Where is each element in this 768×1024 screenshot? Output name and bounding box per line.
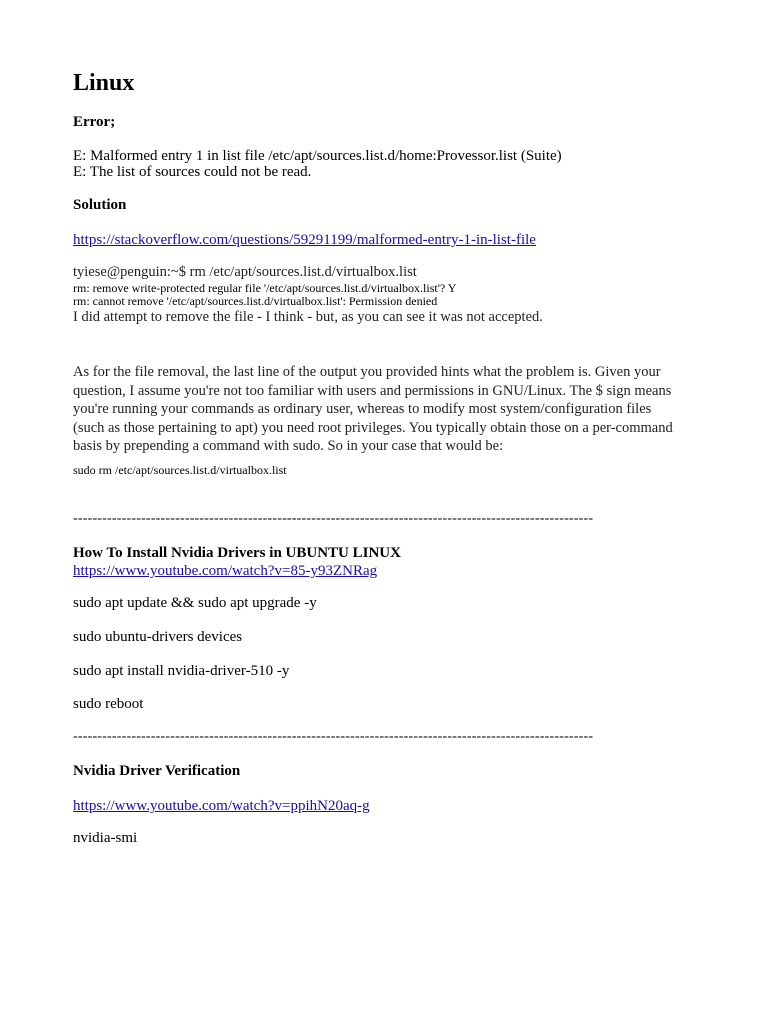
nvidia-heading: How To Install Nvidia Drivers in UBUNTU LINUX bbox=[73, 545, 401, 561]
answer-line: As for the file removal, the last line of the output you provided hints what the problem is. Given your bbox=[73, 364, 661, 380]
nvidia-command-4: sudo reboot bbox=[73, 696, 144, 712]
separator-2: ----------------------------------------------------------------------------------------------------------- bbox=[73, 729, 594, 744]
error-line-1: E: Malformed entry 1 in list file /etc/apt/sources.list.d/home:Provessor.list (Suite) bbox=[73, 148, 562, 164]
terminal-prompt-line: tyiese@penguin:~$ rm /etc/apt/sources.list.d/virtualbox.list bbox=[73, 264, 417, 280]
verify-youtube-link[interactable]: https://www.youtube.com/watch?v=ppihN20aq-g bbox=[73, 798, 370, 814]
verify-heading: Nvidia Driver Verification bbox=[73, 763, 241, 779]
page-title: Linux bbox=[73, 70, 135, 96]
error-heading: Error; bbox=[73, 114, 116, 130]
answer-paragraph bbox=[73, 363, 693, 456]
terminal-note: I did attempt to remove the file - I think - but, as you can see it was not accepted. bbox=[73, 309, 543, 325]
answer-line: basis by prepending a command with sudo. So in your case that would be: bbox=[73, 438, 504, 454]
nvidia-command-2: sudo ubuntu-drivers devices bbox=[73, 629, 243, 645]
answer-command: sudo rm /etc/apt/sources.list.d/virtualbox.list bbox=[73, 463, 287, 477]
answer-line: you're running your commands as ordinary user, whereas to modify most system/configuration files bbox=[73, 401, 652, 417]
answer-line: question, I assume you're not too familiar with users and permissions in GNU/Linux. The $ sign means bbox=[73, 382, 672, 399]
separator-1: ----------------------------------------------------------------------------------------------------------- bbox=[73, 511, 594, 526]
nvidia-command-1: sudo apt update && sudo apt upgrade -y bbox=[73, 595, 317, 611]
nvidia-command-3: sudo apt install nvidia-driver-510 -y bbox=[73, 663, 290, 679]
stackoverflow-link[interactable]: https://stackoverflow.com/questions/59291199/malformed-entry-1-in-list-file bbox=[73, 232, 536, 248]
verify-command: nvidia-smi bbox=[73, 830, 138, 846]
nvidia-youtube-link[interactable]: https://www.youtube.com/watch?v=85-y93ZNRag bbox=[73, 563, 378, 579]
terminal-output-2: rm: cannot remove '/etc/apt/sources.list.d/virtualbox.list': Permission denied bbox=[73, 294, 438, 308]
error-line-2: E: The list of sources could not be read. bbox=[73, 164, 312, 180]
answer-line: (such as those pertaining to apt) you need root privileges. You typically obtain those on a per-command bbox=[73, 419, 673, 436]
solution-heading: Solution bbox=[73, 197, 127, 213]
terminal-output-1: rm: remove write-protected regular file '/etc/apt/sources.list.d/virtualbox.list'? Y bbox=[73, 281, 457, 295]
